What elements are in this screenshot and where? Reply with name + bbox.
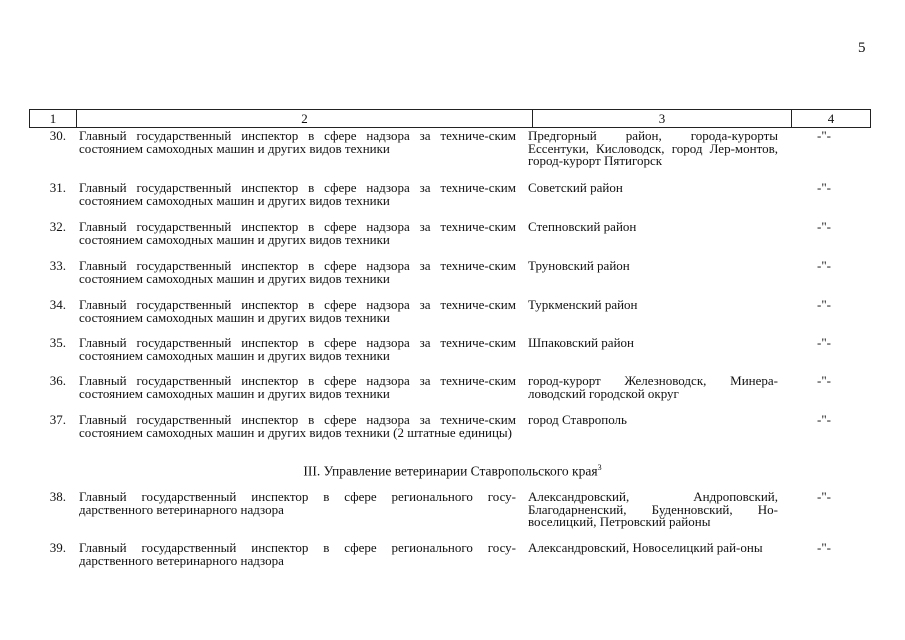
row-districts: Предгорный район, города-курорты Ессентуки, Кисловодск, город Лер-монтов, город-курорт Пятигорск bbox=[528, 128, 778, 168]
row-ditto: -"- bbox=[817, 128, 831, 143]
header-col-3: 3 bbox=[533, 110, 792, 127]
header-col-4: 4 bbox=[827, 111, 835, 126]
row-ditto: -"- bbox=[817, 180, 831, 195]
row-districts: Советский район bbox=[528, 180, 623, 195]
table-header bbox=[29, 109, 871, 128]
row-position: Главный государственный инспектор в сфере регионального госу-дарственного ветеринарного надзора bbox=[79, 540, 516, 568]
section-heading-footnote: 3 bbox=[597, 463, 602, 472]
page-number: 5 bbox=[858, 40, 866, 56]
row-districts: Степновский район bbox=[528, 219, 637, 234]
row-position: Главный государственный инспектор в сфере надзора за техниче-ским состоянием самоходных машин и других видов техники bbox=[79, 373, 516, 401]
section-heading-text: III. Управление ветеринарии Ставропольского края bbox=[303, 463, 598, 479]
row-position: Главный государственный инспектор в сфере надзора за техниче-ским состоянием самоходных машин и других видов техники bbox=[79, 219, 516, 247]
row-number: 30. bbox=[49, 128, 66, 143]
row-ditto: -"- bbox=[817, 297, 831, 312]
row-ditto: -"- bbox=[817, 489, 831, 504]
row-districts: город Ставрополь bbox=[528, 412, 627, 427]
row-position: Главный государственный инспектор в сфере надзора за техниче-ским состоянием самоходных машин и других видов техники bbox=[79, 128, 516, 156]
row-districts: Туркменский район bbox=[528, 297, 638, 312]
row-number: 31. bbox=[49, 180, 66, 195]
row-ditto: -"- bbox=[817, 335, 831, 350]
header-col-2: 2 bbox=[77, 110, 533, 127]
row-districts: Труновский район bbox=[528, 258, 630, 273]
row-number: 36. bbox=[49, 373, 66, 388]
row-ditto: -"- bbox=[817, 412, 831, 427]
row-districts: Шпаковский район bbox=[528, 335, 634, 350]
header-col-1: 1 bbox=[30, 110, 77, 127]
row-districts: Александровский, Новоселицкий рай-оны bbox=[528, 540, 763, 555]
row-position: Главный государственный инспектор в сфере надзора за техниче-ским состоянием самоходных машин и других видов техники bbox=[79, 180, 516, 208]
row-position: Главный государственный инспектор в сфере надзора за техниче-ским состоянием самоходных машин и других видов техники bbox=[79, 297, 516, 325]
row-number: 33. bbox=[49, 258, 66, 273]
row-number: 37. bbox=[49, 412, 66, 427]
row-number: 32. bbox=[49, 219, 66, 234]
row-districts: город-курорт Железноводск, Минера-ловодский городской округ bbox=[528, 373, 778, 401]
row-number: 39. bbox=[49, 540, 66, 555]
row-position: Главный государственный инспектор в сфере надзора за техниче-ским состоянием самоходных машин и других видов техники bbox=[79, 258, 516, 286]
row-ditto: -"- bbox=[817, 540, 831, 555]
row-ditto: -"- bbox=[817, 258, 831, 273]
row-districts: Александровский, Андроповский, Благодарненский, Буденновский, Но-воселицкий, Петровский районы bbox=[528, 489, 778, 529]
row-ditto: -"- bbox=[817, 373, 831, 388]
row-position: Главный государственный инспектор в сфере регионального госу-дарственного ветеринарного надзора bbox=[79, 489, 516, 517]
row-number: 34. bbox=[49, 297, 66, 312]
row-ditto: -"- bbox=[817, 219, 831, 234]
row-number: 38. bbox=[49, 489, 66, 504]
section-heading bbox=[0, 463, 905, 480]
row-position: Главный государственный инспектор в сфере надзора за техниче-ским состоянием самоходных машин и других видов техники bbox=[79, 335, 516, 363]
row-position: Главный государственный инспектор в сфере надзора за техниче-ским состоянием самоходных машин и других видов техники (2 штатные единицы) bbox=[79, 412, 516, 440]
row-number: 35. bbox=[49, 335, 66, 350]
